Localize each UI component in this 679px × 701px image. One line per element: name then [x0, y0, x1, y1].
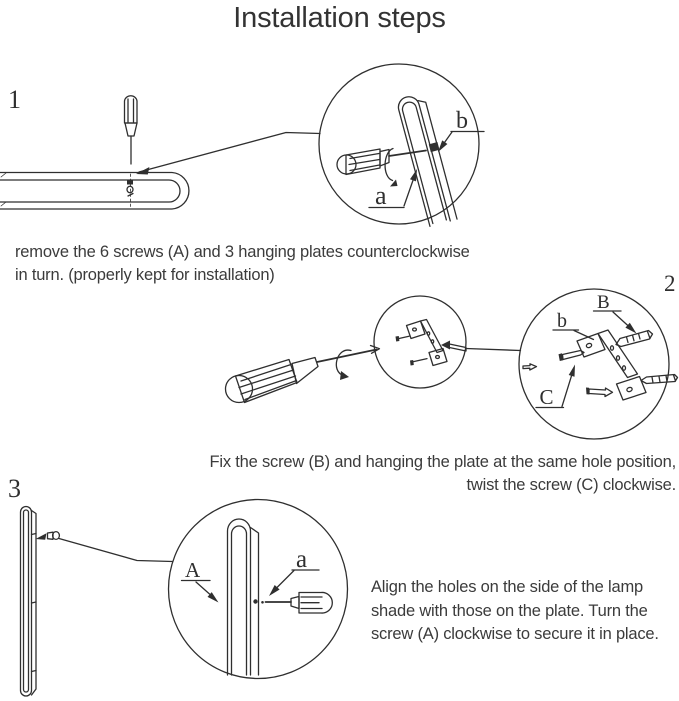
svg-text:b: b [456, 108, 468, 134]
step3-instruction [371, 576, 659, 647]
step2-number: 2 [664, 271, 676, 296]
step2-small-bracket-plate [396, 320, 467, 366]
step2-instruction-line2: twist the screw (C) clockwise. [466, 476, 676, 494]
svg-text:B: B [597, 292, 610, 313]
step2-screw-b-icon [616, 331, 653, 347]
step2-screw-c-icon [559, 351, 585, 362]
step3-label-a [269, 546, 319, 596]
step1-label-b [438, 108, 484, 152]
step3-number: 3 [8, 474, 21, 503]
page-title: Installation steps [233, 2, 446, 34]
step2-connector-line [466, 349, 521, 351]
step2-label-C [536, 365, 575, 410]
step2-instruction-line1: Fix the screw (B) and hanging the plate at the same hole position, [209, 453, 676, 471]
step3-label-A [182, 558, 219, 603]
step1-instruction-line2: in turn. (properly kept for installation) [15, 266, 275, 284]
step1-number: 1 [8, 85, 21, 114]
step3-detail-screwdriver-icon [266, 592, 333, 613]
svg-text:a: a [375, 181, 387, 210]
step2-label-b [553, 310, 594, 340]
step3-instruction-line2: shade with those on the plate. Turn the [371, 601, 648, 620]
step3-detail-shade-edge [228, 519, 259, 675]
step2-screw-right-icon [641, 375, 678, 384]
step2-screw-left-outline-icon [523, 364, 537, 370]
svg-text:b: b [557, 310, 567, 332]
step1-lamp-shade [0, 173, 189, 210]
step3-instruction-line1: Align the holes on the side of the lamp [371, 578, 643, 596]
step3-screw-icon [36, 532, 60, 540]
step2-screw-bottom-icon [586, 388, 613, 397]
step3-lamp-shade [21, 507, 37, 697]
step1-label-a [369, 169, 417, 210]
step2-small-detail-circle [374, 296, 466, 388]
step1-instruction [15, 241, 470, 287]
step2-screwdriver-icon [226, 346, 380, 403]
svg-text:A: A [185, 558, 201, 582]
step2-instruction [120, 451, 676, 497]
svg-text:a: a [296, 546, 308, 573]
svg-text:C: C [539, 385, 554, 409]
step3-leader-line [59, 539, 173, 562]
step3-instruction-line3: screw (A) clockwise to secure it in place. [371, 625, 659, 643]
step1-detail-circle [319, 64, 479, 224]
step1-leader-line [136, 133, 320, 175]
step1-instruction-line1: remove the 6 screws (A) and 3 hanging plates counterclockwise [15, 243, 470, 261]
step1-screwdriver-icon [125, 96, 138, 164]
